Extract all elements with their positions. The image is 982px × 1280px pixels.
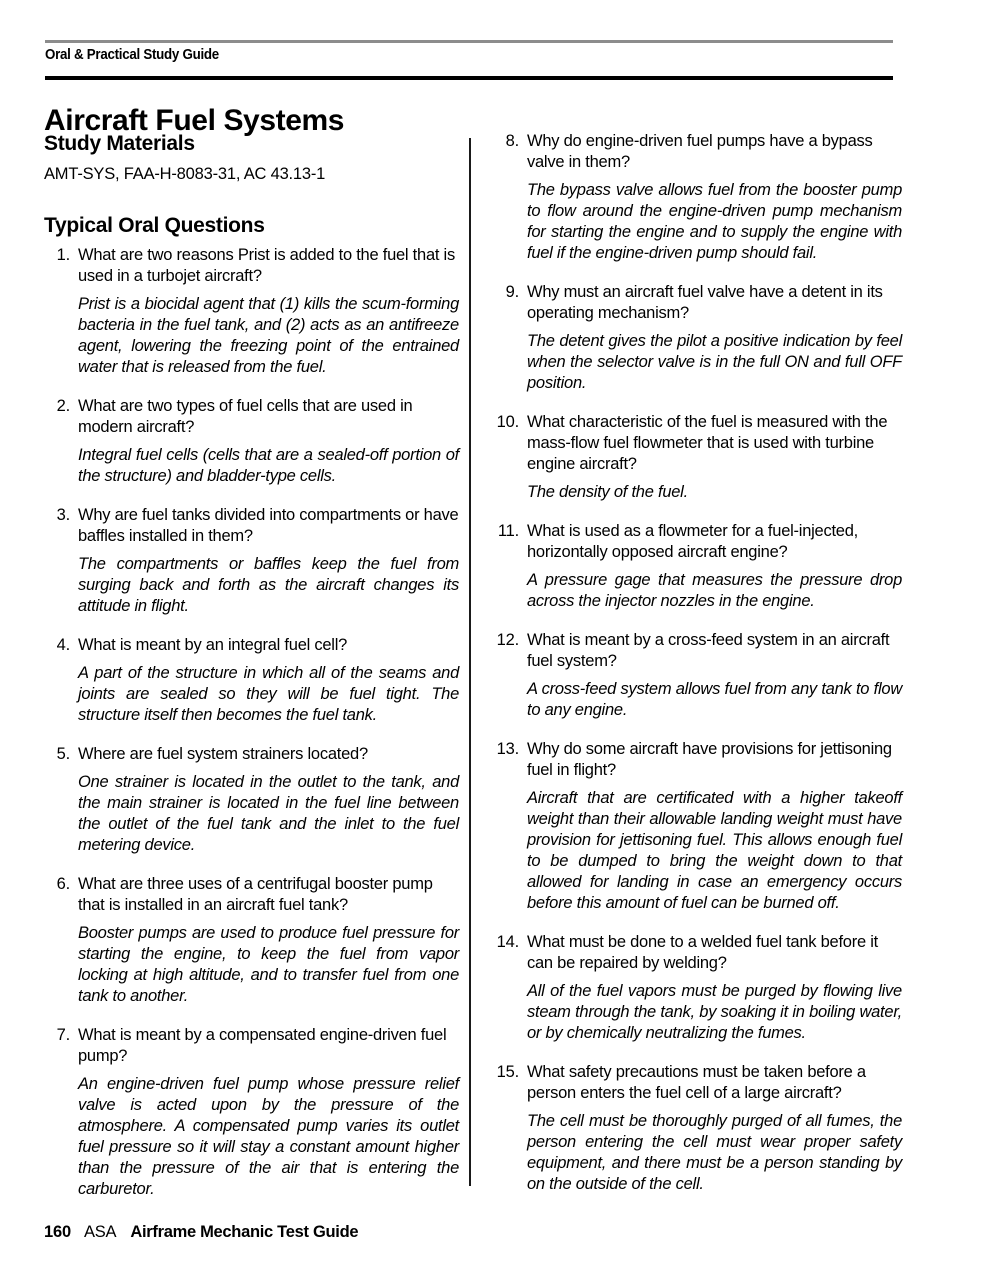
footer-book-title: Airframe Mechanic Test Guide — [130, 1223, 359, 1241]
running-head: Oral & Practical Study Guide — [45, 47, 219, 63]
question-text: Why are fuel tanks divided into compartments or have baffles installed in them? — [78, 506, 459, 545]
answer-text: An engine-driven fuel pump whose pressure relief valve is acted upon by the pressure of the atmosphere. A compensated pump varies its outlet fuel pressure so it will stay a constant amount higher than the pressure of the air that is entering the carburetor. — [78, 1075, 459, 1198]
question-answer-item — [44, 505, 459, 617]
question-answer-item — [44, 396, 459, 487]
typical-oral-questions-heading: Typical Oral Questions — [44, 214, 265, 237]
answer-text: The detent gives the pilot a positive indication by feel when the selector valve is in the full ON and full OFF position. — [527, 332, 902, 392]
question-number: 1. — [56, 246, 70, 264]
answer-text: The compartments or baffles keep the fuel from surging back and forth as the aircraft changes its attitude in flight. — [78, 555, 459, 615]
question-text: What is meant by a compensated engine-driven fuel pump? — [78, 1026, 447, 1065]
question-row — [44, 245, 459, 287]
question-answer-item — [487, 131, 902, 264]
question-number: 8. — [505, 132, 519, 150]
answer-text: The density of the fuel. — [527, 483, 688, 501]
question-row — [44, 396, 459, 438]
answer-text: The bypass valve allows fuel from the booster pump to flow around the engine-driven pump mechanism for starting the engine and to supply the engine with fuel if the engine-driven pump should fail. — [527, 181, 902, 262]
footer-publisher: ASA — [83, 1223, 117, 1241]
page-footer — [44, 1221, 358, 1243]
question-answer-item — [487, 412, 902, 503]
question-number: 11. — [497, 522, 519, 540]
question-number: 5. — [56, 745, 70, 763]
question-number: 10. — [496, 413, 519, 431]
question-number: 12. — [496, 631, 519, 649]
question-text: What safety precautions must be taken before a person enters the fuel cell of a large aircraft? — [527, 1063, 866, 1102]
question-number: 3. — [56, 506, 70, 524]
question-number: 6. — [56, 875, 70, 893]
question-text: What must be done to a welded fuel tank before it can be repaired by welding? — [527, 933, 878, 972]
question-number: 7. — [56, 1026, 70, 1044]
question-text: What are two reasons Prist is added to the fuel that is used in a turbojet aircraft? — [78, 246, 455, 285]
question-answer-item — [487, 1062, 902, 1195]
question-number: 13. — [496, 740, 519, 758]
question-text: What is used as a flowmeter for a fuel-injected, horizontally opposed aircraft engine? — [527, 522, 858, 561]
question-text: Why do some aircraft have provisions for jettisoning fuel in flight? — [527, 740, 892, 779]
question-row — [487, 282, 902, 324]
answer-text: A cross-feed system allows fuel from any tank to flow to any engine. — [527, 680, 902, 719]
question-row — [487, 932, 902, 974]
question-row — [44, 1025, 459, 1067]
question-answer-item — [487, 630, 902, 721]
footer-page-number: 160 — [44, 1223, 71, 1241]
column-divider — [469, 138, 471, 1186]
question-row — [487, 739, 902, 781]
answer-text: The cell must be thoroughly purged of all fumes, the person entering the cell must wear proper safety equipment, and there must be a person standing by on the outside of the cell. — [527, 1112, 902, 1193]
header-rule-bottom — [45, 76, 893, 80]
question-answer-item — [44, 874, 459, 1007]
question-row — [44, 635, 459, 656]
question-number: 9. — [505, 283, 519, 301]
question-row — [487, 521, 902, 563]
questions-column-right — [487, 131, 902, 1195]
answer-text: Booster pumps are used to produce fuel pressure for starting the engine, to keep the fuel from vapor locking at high altitude, and to transfer fuel from one tank to another. — [78, 924, 459, 1005]
question-text: What are two types of fuel cells that are used in modern aircraft? — [78, 397, 413, 436]
question-text: What are three uses of a centrifugal booster pump that is installed in an aircraft fuel tank? — [78, 875, 433, 914]
study-materials-references: AMT-SYS, FAA-H-8083-31, AC 43.13-1 — [44, 165, 326, 183]
question-answer-item — [487, 521, 902, 612]
question-text: Why do engine-driven fuel pumps have a bypass valve in them? — [527, 132, 873, 171]
question-answer-item — [487, 282, 902, 394]
question-text: What is meant by an integral fuel cell? — [78, 636, 348, 654]
questions-column-left — [44, 245, 459, 1200]
answer-text: One strainer is located in the outlet to the tank, and the main strainer is located in the fuel line between the outlet of the fuel tank and the inlet to the fuel metering device. — [78, 773, 459, 854]
question-row — [487, 1062, 902, 1104]
answer-text: Aircraft that are certificated with a higher takeoff weight than their allowable landing weight must have provision for jettisoning fuel. This allows enough fuel to be dumped to bring the weight down to that allowed for landing in case an emergency occurs before this amount of fuel can be burned off. — [527, 789, 902, 912]
question-answer-item — [44, 744, 459, 856]
question-row — [487, 630, 902, 672]
answer-text: All of the fuel vapors must be purged by flowing live steam through the tank, by soaking it in boiling water, or by chemically neutralizing the fumes. — [527, 982, 902, 1042]
question-answer-item — [44, 635, 459, 726]
answer-text: Integral fuel cells (cells that are a sealed-off portion of the structure) and bladder-type cells. — [78, 446, 459, 485]
question-text: Why must an aircraft fuel valve have a detent in its operating mechanism? — [527, 283, 883, 322]
question-answer-item — [487, 739, 902, 914]
answer-text: A pressure gage that measures the pressure drop across the injector nozzles in the engine. — [527, 571, 902, 610]
question-row — [487, 131, 902, 173]
question-row — [44, 874, 459, 916]
question-text: Where are fuel system strainers located? — [78, 745, 368, 763]
page-title: Aircraft Fuel Systems — [44, 104, 345, 138]
question-answer-item — [487, 932, 902, 1044]
question-text: What characteristic of the fuel is measured with the mass-flow fuel flowmeter that is used with turbine engine aircraft? — [527, 413, 888, 473]
header-rule-top — [45, 40, 893, 43]
question-number: 14. — [496, 933, 519, 951]
question-number: 2. — [56, 397, 70, 415]
question-answer-item — [44, 245, 459, 378]
study-materials-heading: Study Materials — [44, 132, 195, 155]
question-row — [487, 412, 902, 475]
answer-text: A part of the structure in which all of the seams and joints are sealed so they will be fuel tight. The structure itself then becomes the fuel tank. — [78, 664, 459, 724]
question-number: 4. — [56, 636, 70, 654]
question-row — [44, 505, 459, 547]
question-number: 15. — [496, 1063, 519, 1081]
question-text: What is meant by a cross-feed system in an aircraft fuel system? — [527, 631, 890, 670]
question-row — [44, 744, 459, 765]
answer-text: Prist is a biocidal agent that (1) kills the scum-forming bacteria in the fuel tank, and (2) acts as an antifreeze agent, lowering the freezing point of the entrained water that is released from the fuel. — [78, 295, 459, 376]
question-answer-item — [44, 1025, 459, 1200]
